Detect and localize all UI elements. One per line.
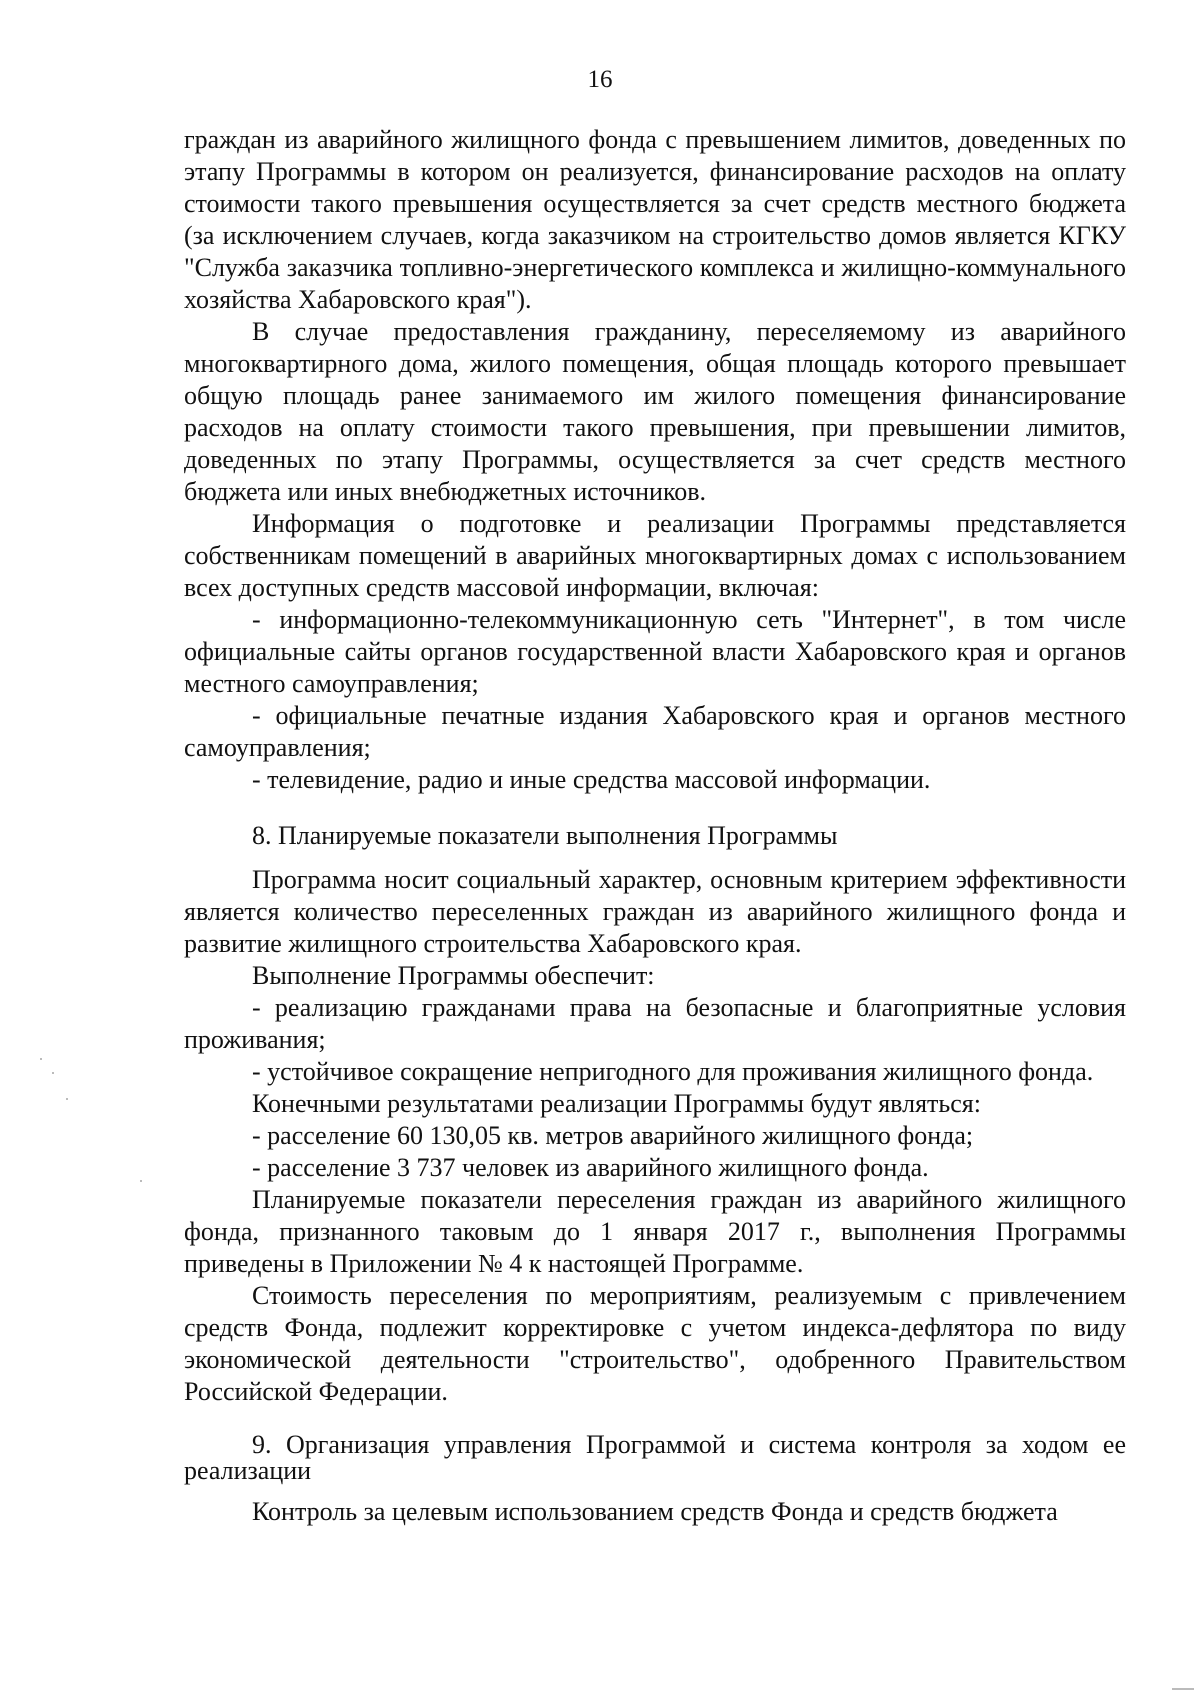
paragraph: Стоимость переселения по мероприятиям, реализуемым с привлечением средств Фонда, подлежит корректировке с учетом индекса-дефлятора по виду экономической деятельности "строительство", одобренного Правительством Российской Федерации.: [184, 1281, 1126, 1406]
list-item: - устойчивое сокращение непригодного для проживания жилищного фонда.: [252, 1057, 1094, 1086]
paragraph: Планируемые показатели переселения граждан из аварийного жилищного фонда, признанного таковым до 1 января 2017 г., выполнения Программы приведены в Приложении № 4 к настоящей Программе.: [184, 1185, 1126, 1278]
document-body: [184, 124, 1126, 1528]
section-8-heading: 8. Планируемые показатели выполнения Программы: [252, 821, 838, 850]
list-item: - расселение 3 737 человек из аварийного жилищного фонда.: [252, 1153, 929, 1182]
scan-speck: [140, 1180, 142, 1182]
scan-speck: [52, 1072, 54, 1074]
paragraph: Конечными результатами реализации Программы будут являться:: [252, 1089, 981, 1118]
paragraph: Программа носит социальный характер, основным критерием эффективности является количество переселенных граждан из аварийного жилищного фонда и развитие жилищного строительства Хабаровского края.: [184, 865, 1126, 958]
list-item: - официальные печатные издания Хабаровского края и органов местного самоуправления;: [184, 701, 1126, 762]
page-number: 16: [587, 66, 613, 93]
section-9-heading: 9. Организация управления Программой и система контроля за ходом ее реализации: [184, 1430, 1126, 1485]
list-item: - информационно-телекоммуникационную сеть "Интернет", в том числе официальные сайты органов государственной власти Хабаровского края и органов местного самоуправления;: [184, 605, 1126, 698]
paragraph: Выполнение Программы обеспечит:: [252, 961, 655, 990]
scan-speck: [40, 1058, 42, 1060]
scan-speck: [66, 1098, 68, 1100]
paragraph: Контроль за целевым использованием средств Фонда и средств бюджета: [252, 1497, 1058, 1526]
paragraph: В случае предоставления гражданину, переселяемому из аварийного многоквартирного дома, жилого помещения, общая площадь которого превышает общую площадь ранее занимаемого им жилого помещения финансирование расходов на оплату стоимости такого превышения, при превышении лимитов, доведенных по этапу Программы, осуществляется за счет средств местного бюджета или иных внебюджетных источников.: [184, 317, 1126, 506]
list-item: - расселение 60 130,05 кв. метров аварийного жилищного фонда;: [252, 1121, 974, 1150]
paragraph: Информация о подготовке и реализации Программы представляется собственникам помещений в аварийных многоквартирных домах с использованием всех доступных средств массовой информации, включая:: [184, 509, 1126, 602]
list-item: - телевидение, радио и иные средства массовой информации.: [252, 765, 931, 794]
list-item: - реализацию гражданами права на безопасные и благоприятные условия проживания;: [184, 993, 1126, 1054]
scan-speck: [1172, 1688, 1194, 1690]
paragraph: граждан из аварийного жилищного фонда с превышением лимитов, доведенных по этапу Программы в котором он реализуется, финансирование расходов на оплату стоимости такого превышения осуществляется за счет средств местного бюджета (за исключением случаев, когда заказчиком на строительство домов является КГКУ "Служба заказчика топливно-энергетического комплекса и жилищно-коммунального хозяйства Хабаровского края").: [184, 125, 1126, 314]
